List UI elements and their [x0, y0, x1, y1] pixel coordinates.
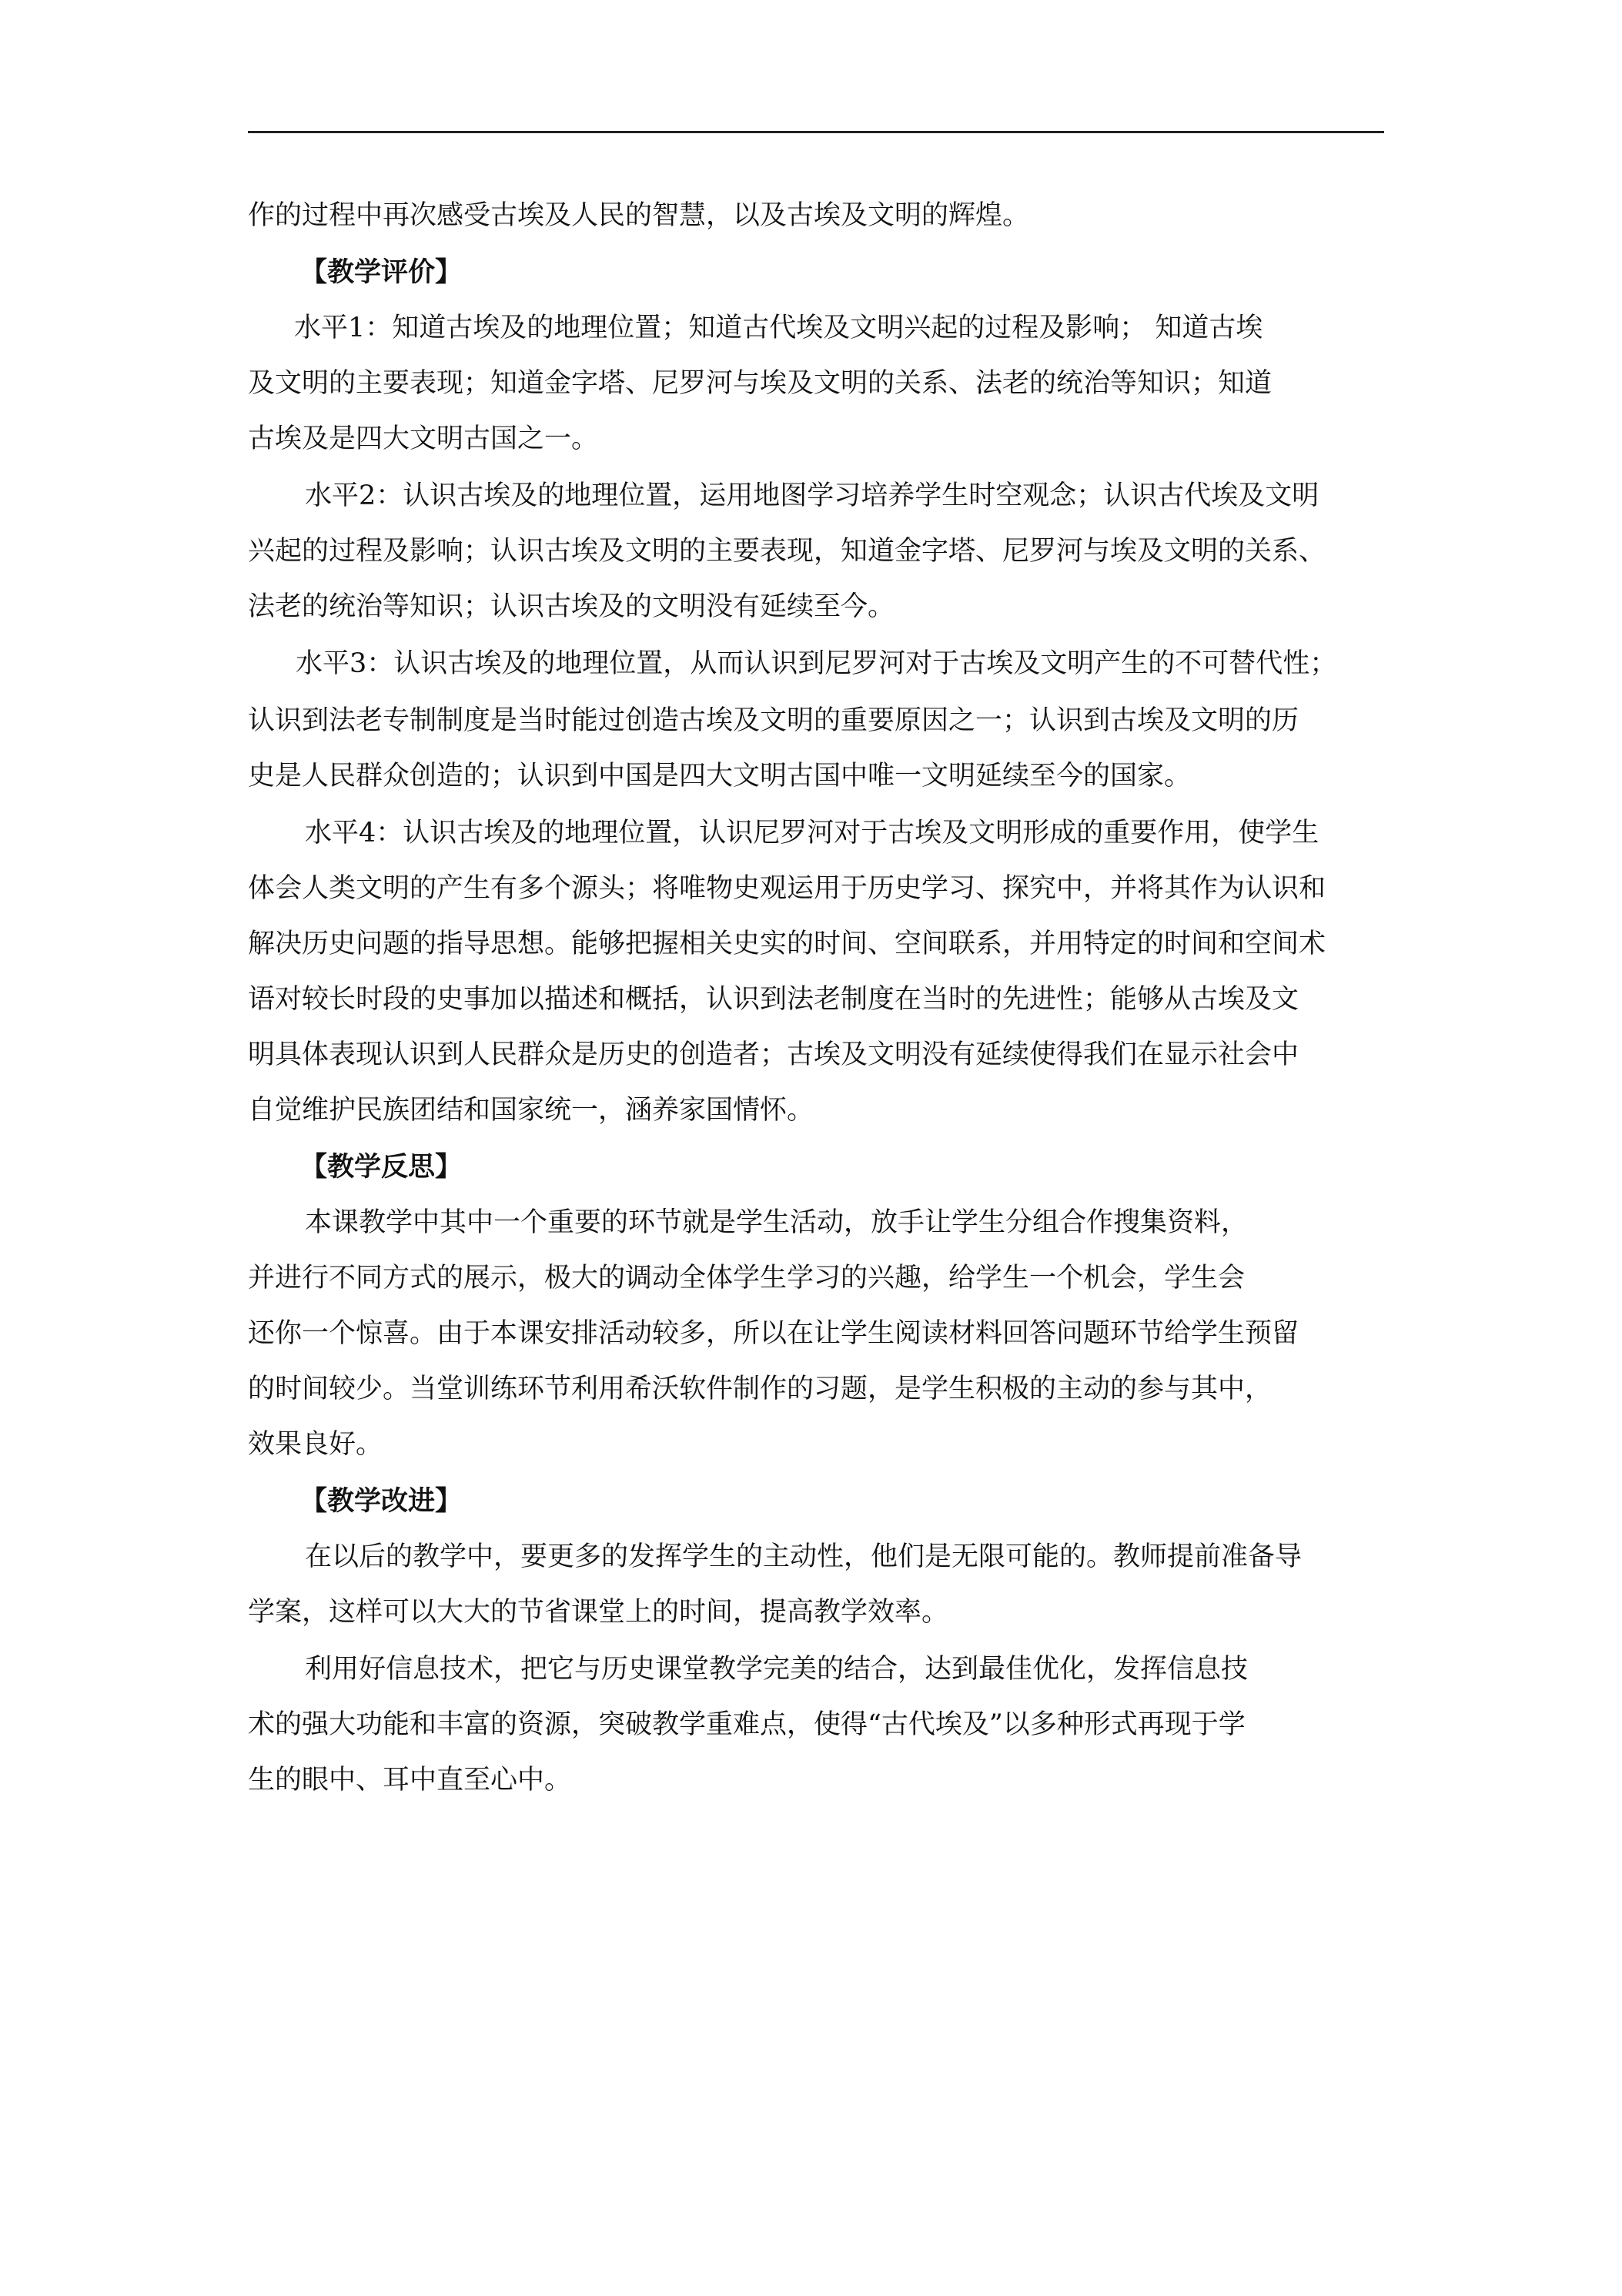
paragraph-line: 的时间较少。当堂训练环节利用希沃软件制作的习题，是学生积极的主动的参与其中， [248, 1374, 1273, 1404]
paragraph-line: 古埃及是四大文明古国之一。 [248, 423, 599, 454]
paragraph-line: 自觉维护民族团结和国家统一，涵养家国情怀。 [248, 1095, 814, 1126]
paragraph-line: 术的强大功能和丰富的资源，突破教学重难点，使得“古代埃及”以多种形式再现于学 [248, 1709, 1246, 1740]
paragraph-line: 解决历史问题的指导思想。能够把握相关史实的时间、空间联系，并用特定的时间和空间术 [248, 929, 1326, 959]
paragraph-line: 水平3：认识古埃及的地理位置，从而认识到尼罗河对于古埃及文明产生的不可替代性； [296, 648, 1337, 679]
paragraph-line: 还你一个惊喜。由于本课安排活动较多，所以在让学生阅读材料回答问题环节给学生预留 [248, 1318, 1299, 1349]
paragraph-line: 本课教学中其中一个重要的环节就是学生活动，放手让学生分组合作搜集资料， [305, 1207, 1249, 1238]
paragraph-line: 明具体表现认识到人民群众是历史的创造者；古埃及文明没有延续使得我们在显示社会中 [248, 1039, 1299, 1070]
paragraph-line: 体会人类文明的产生有多个源头；将唯物史观运用于历史学习、探究中，并将其作为认识和 [248, 873, 1326, 904]
section-heading-evaluation: 【教学评价】 [300, 256, 463, 288]
section-heading-reflection: 【教学反思】 [300, 1151, 463, 1183]
paragraph-line: 利用好信息技术，把它与历史课堂教学完美的结合，达到最佳优化，发挥信息技 [305, 1654, 1249, 1685]
paragraph-line: 并进行不同方式的展示，极大的调动全体学生学习的兴趣，给学生一个机会，学生会 [248, 1263, 1246, 1294]
paragraph-line: 水平4：认识古埃及的地理位置，认识尼罗河对于古埃及文明形成的重要作用，使学生 [305, 818, 1319, 848]
paragraph-line: 学案，这样可以大大的节省课堂上的时间，提高教学效率。 [248, 1597, 949, 1628]
paragraph-line: 史是人民群众创造的；认识到中国是四大文明古国中唯一文明延续至今的国家。 [248, 761, 1192, 792]
paragraph-line: 水平1：知道古埃及的地理位置；知道古代埃及文明兴起的过程及影响； 知道古埃 [294, 313, 1263, 343]
paragraph-line: 效果良好。 [248, 1429, 383, 1460]
paragraph-line: 认识到法老专制制度是当时能过创造古埃及文明的重要原因之一；认识到古埃及文明的历 [248, 705, 1299, 736]
paragraph-line: 及文明的主要表现；知道金字塔、尼罗河与埃及文明的关系、法老的统治等知识；知道 [248, 368, 1273, 399]
section-heading-improvement: 【教学改进】 [300, 1485, 463, 1517]
paragraph-line: 兴起的过程及影响；认识古埃及文明的主要表现，知道金字塔、尼罗河与埃及文明的关系、 [248, 536, 1326, 567]
paragraph-line: 法老的统治等知识；认识古埃及的文明没有延续至今。 [248, 591, 895, 622]
paragraph-line: 作的过程中再次感受古埃及人民的智慧，以及古埃及文明的辉煌。 [248, 200, 1030, 231]
paragraph-line: 生的眼中、耳中直至心中。 [248, 1765, 572, 1796]
header-rule [248, 131, 1384, 133]
paragraph-line: 水平2：认识古埃及的地理位置，运用地图学习培养学生时空观念；认识古代埃及文明 [305, 480, 1319, 511]
paragraph-line: 语对较长时段的史事加以描述和概括，认识到法老制度在当时的先进性；能够从古埃及文 [248, 984, 1299, 1015]
paragraph-line: 在以后的教学中，要更多的发挥学生的主动性，他们是无限可能的。教师提前准备导 [305, 1541, 1303, 1572]
